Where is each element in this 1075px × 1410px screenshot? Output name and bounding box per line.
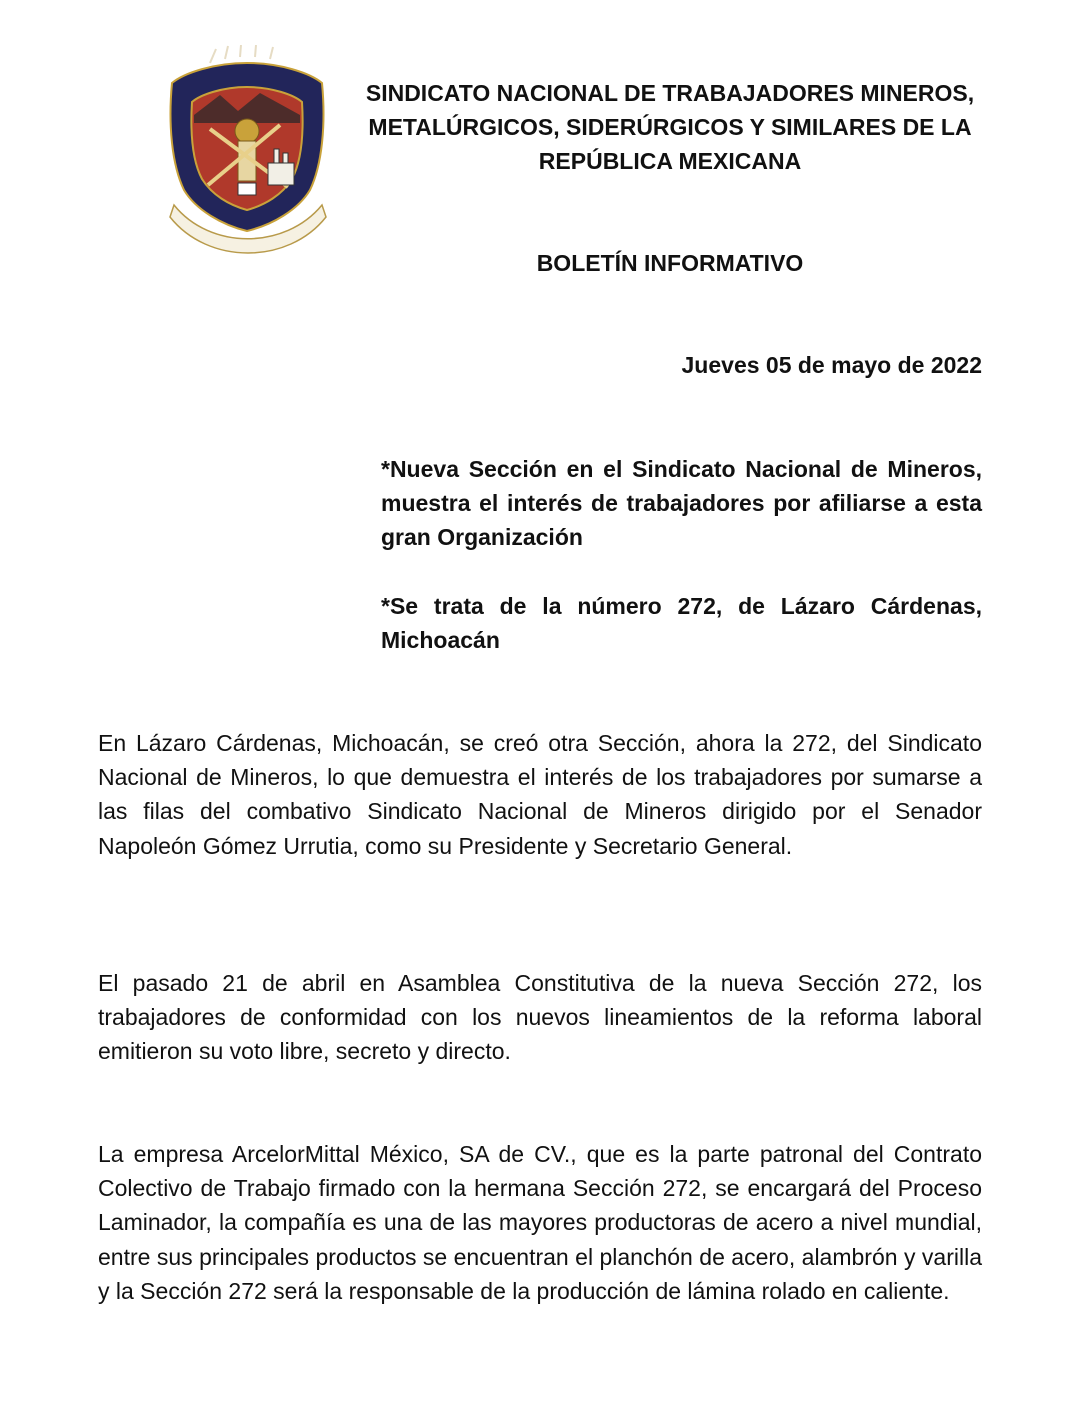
body-paragraph-2: El pasado 21 de abril en Asamblea Constitutiva de la nueva Sección 272, los trabajadores de conformidad con los nuevos lineamientos de la reforma laboral emitieron su voto libre, secreto y directo. [98,970,982,1065]
organization-title [355,76,985,178]
org-title-line-3: REPÚBLICA MEXICANA [538,148,802,174]
body-paragraph-1: En Lázaro Cárdenas, Michoacán, se creó otra Sección, ahora la 272, del Sindicato Nacional de Mineros, lo que demuestra el interés de los trabajadores por sumarse a las filas del combativo Sindicato Nacional de Mineros dirigido por el Senador Napoleón Gómez Urrutia, como su Presidente y Secretario General. [98,730,982,859]
bulletin-label: BOLETÍN INFORMATIVO [536,250,804,276]
union-emblem-icon [150,45,345,280]
org-title-line-2: METALÚRGICOS, SIDERÚRGICOS Y SIMILARES DE LA [368,114,972,140]
highlight-1: *Nueva Sección en el Sindicato Nacional de Mineros, muestra el interés de trabajadores por afiliarse a esta gran Organización [381,456,982,550]
bulletin-date: Jueves 05 de mayo de 2022 [681,352,982,378]
body-paragraph-3: La empresa ArcelorMittal México, SA de CV., que es la parte patronal del Contrato Colectivo de Trabajo firmado con la hermana Sección 272, se encargará del Proceso Laminador, la compañía es una de las mayores productoras de acero a nivel mundial, entre sus principales productos se encuentran el planchón de acero, alambrón y varilla y la Sección 272 será la responsable de la producción de lámina rolado en caliente. [98,1141,982,1304]
org-title-line-1: SINDICATO NACIONAL DE TRABAJADORES MINEROS, [365,80,975,106]
highlight-2: *Se trata de la número 272, de Lázaro Cárdenas, Michoacán [381,593,982,653]
